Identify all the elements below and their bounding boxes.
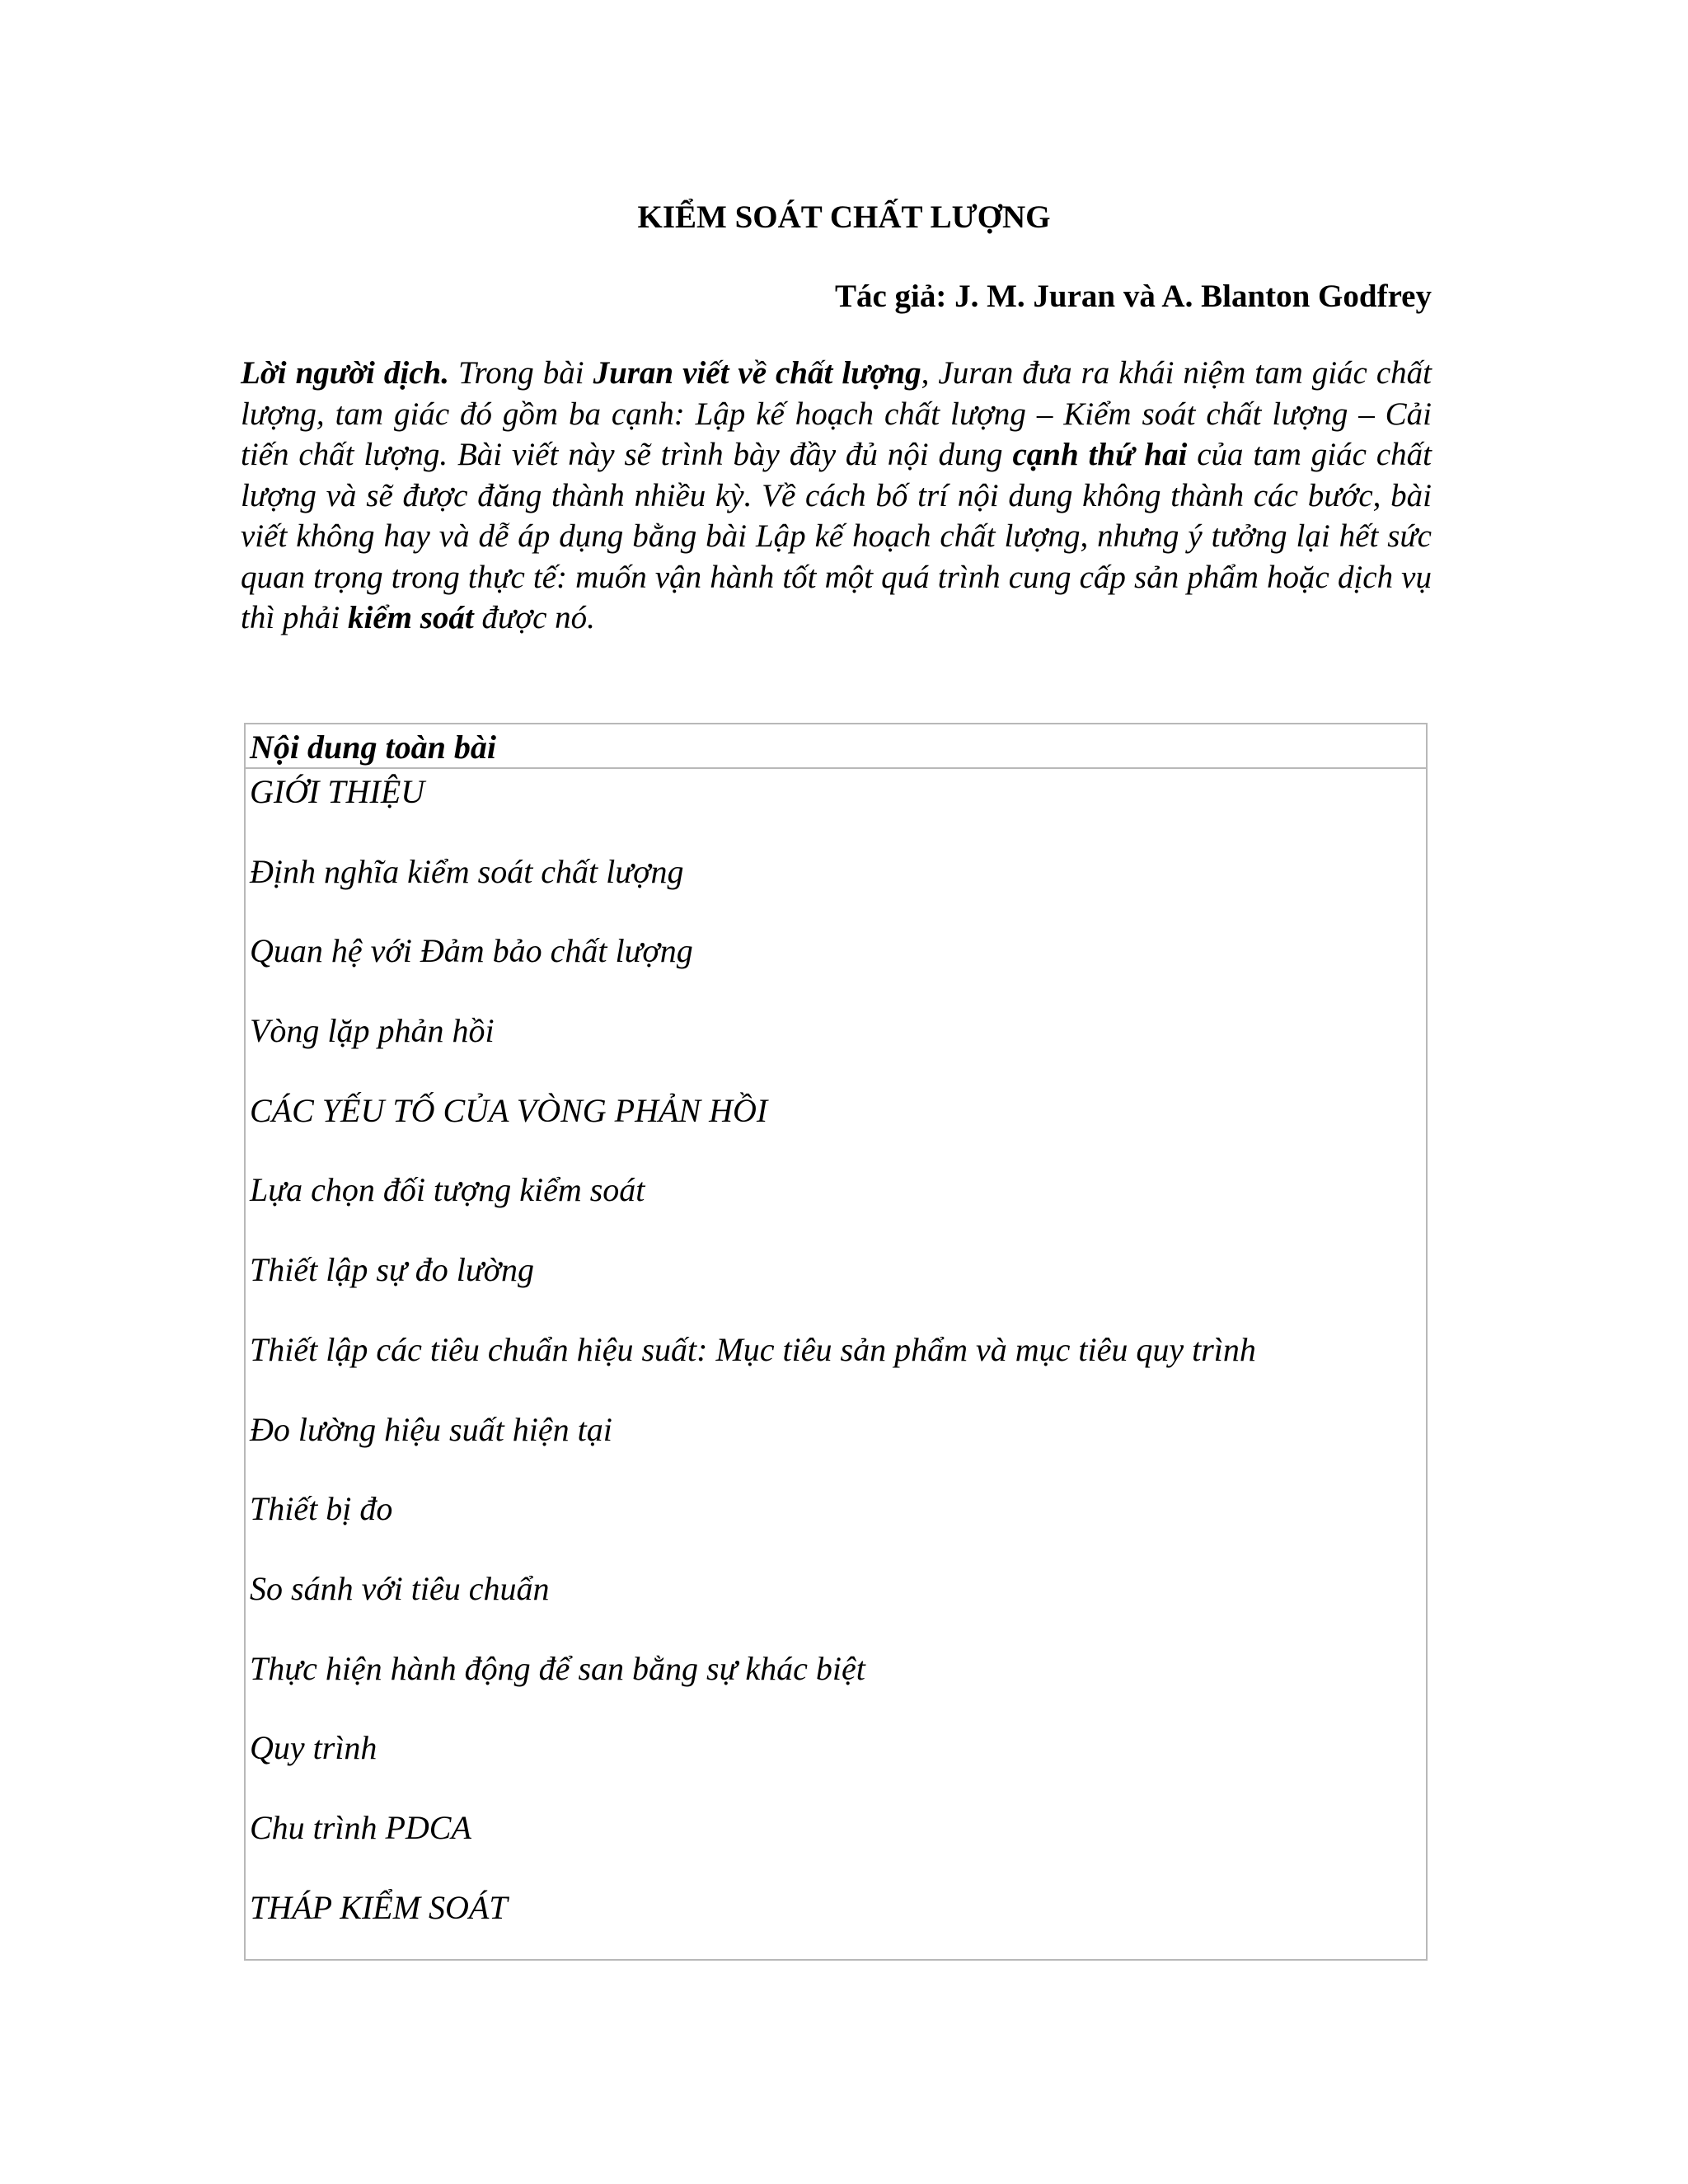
toc-item: So sánh với tiêu chuẩn <box>250 1569 550 1607</box>
document-title: KIỂM SOÁT CHẤT LƯỢNG <box>637 199 1051 235</box>
toc-item: Định nghĩa kiểm soát chất lượng <box>250 852 684 890</box>
translator-note <box>241 353 1432 639</box>
toc-list <box>246 769 1426 1964</box>
toc-item: CÁC YẾU TỐ CỦA VÒNG PHẢN HỒI <box>250 1091 768 1129</box>
toc-item: Quy trình <box>250 1729 377 1767</box>
toc-header: Nội dung toàn bài <box>246 724 1426 769</box>
toc-item: GIỚI THIỆU <box>250 773 425 810</box>
toc-item: Thực hiện hành động để san bằng sự khác biệt <box>250 1649 865 1687</box>
translator-note-emphasis: Juran viết về chất lượng <box>593 355 921 391</box>
translator-note-emphasis: kiểm soát <box>348 600 474 635</box>
toc-item: THÁP KIỂM SOÁT <box>250 1888 508 1926</box>
translator-note-text: được nó. <box>473 600 595 635</box>
toc-item: Thiết bị đo <box>250 1490 393 1528</box>
toc-item: Chu trình PDCA <box>250 1808 471 1846</box>
translator-note-emphasis: cạnh thứ hai <box>1012 437 1188 472</box>
translator-note-text: Trong bài <box>448 355 593 391</box>
toc-item: Vòng lặp phản hồi <box>250 1012 495 1050</box>
toc-item: Thiết lập các tiêu chuẩn hiệu suất: Mục tiêu sản phẩm và mục tiêu quy trình <box>250 1330 1256 1368</box>
table-of-contents <box>244 723 1428 1961</box>
toc-item: Thiết lập sự đo lường <box>250 1251 534 1289</box>
toc-item: Đo lường hiệu suất hiện tại <box>250 1410 612 1448</box>
translator-note-lead: Lời người dịch. <box>241 355 449 391</box>
toc-item: Quan hệ với Đảm bảo chất lượng <box>250 932 693 970</box>
translator-note-text: , Juran đưa ra khái niệm tam giác chất lượng, tam giác đó gồm ba cạnh: Lập kế hoạch chất lượng – Kiểm soát chất lượng – Cải tiến chất lượng. Bài viết này sẽ trình bày đầy đủ nội dung <box>241 355 1432 472</box>
author-line: Tác giả: J. M. Juran và A. Blanton Godfrey <box>834 279 1432 314</box>
translator-note-text: của tam giác chất lượng và sẽ được đăng thành nhiều kỳ. Về cách bố trí nội dung không thành các bước, bài viết không hay và dễ áp dụng bằng bài Lập kế hoạch chất lượng, nhưng ý tưởng lại hết sức quan trọng trong thực tế: muốn vận hành tốt một quá trình cung cấp sản phẩm hoặc dịch vụ thì phải <box>241 437 1432 635</box>
toc-item: Lựa chọn đối tượng kiểm soát <box>250 1171 645 1209</box>
